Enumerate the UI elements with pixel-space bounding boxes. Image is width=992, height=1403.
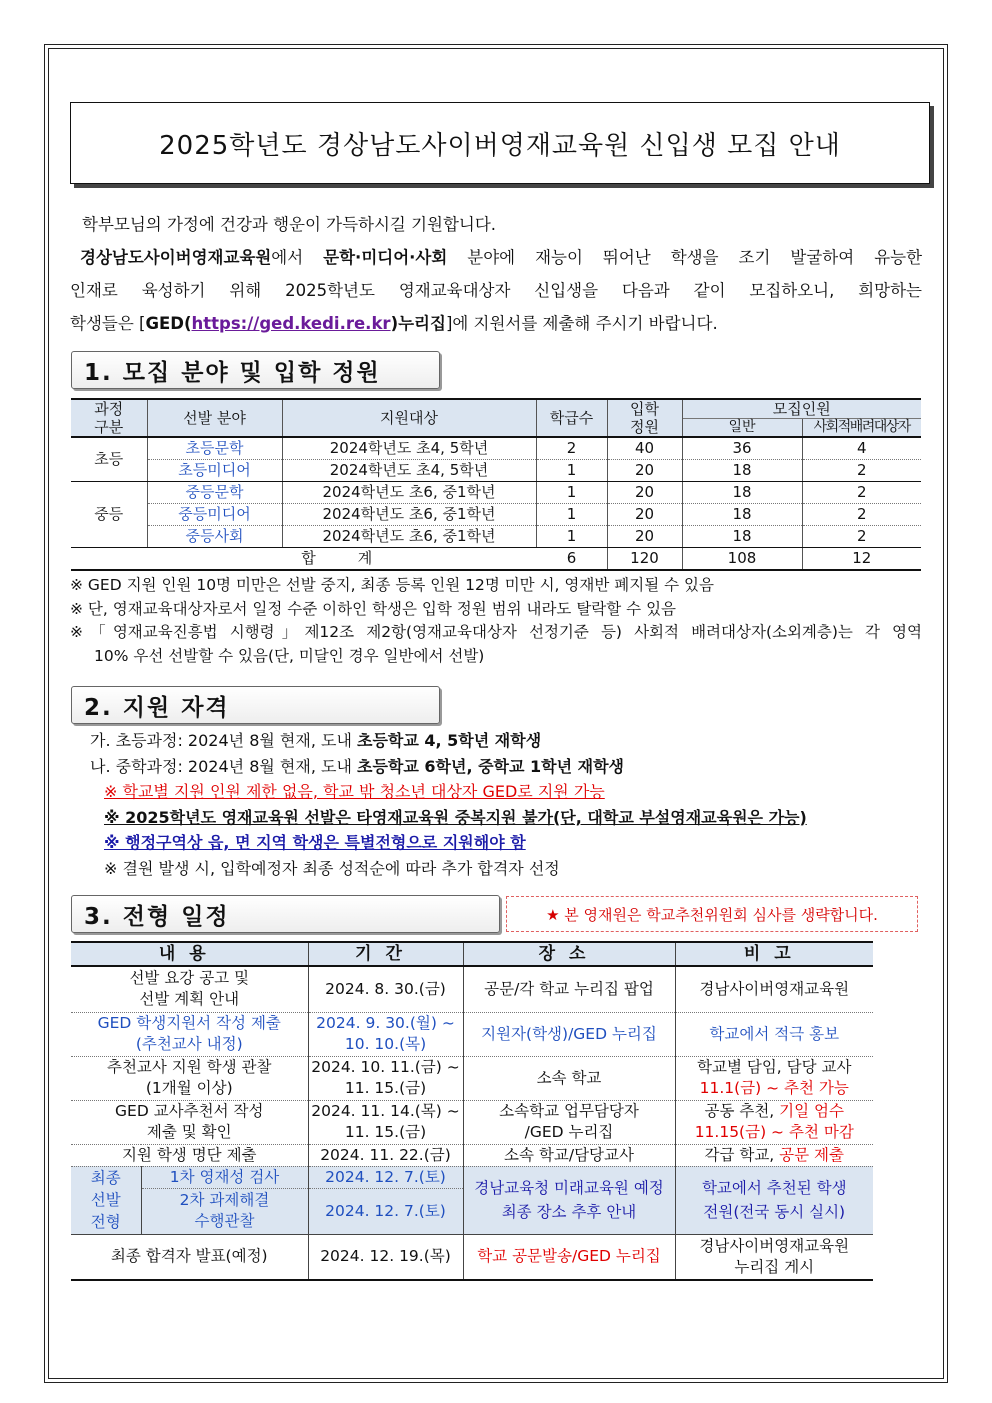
social-cell: 2	[802, 526, 921, 548]
remark-line: 공동 추천,	[704, 1102, 780, 1120]
schedule-period: 2024. 12. 7.(토)	[308, 1166, 463, 1188]
header-period: 기간	[308, 942, 463, 966]
schedule-content: 추천교사 지원 학생 관찰 (1개월 이상)	[71, 1056, 308, 1100]
section-heading-2: 2. 지원 자격	[71, 686, 440, 724]
remark-line-red: 기일 엄수	[779, 1102, 844, 1120]
schedule-content: 최종 합격자 발표(예정)	[71, 1234, 308, 1280]
general-cell: 18	[682, 482, 802, 504]
header-classes: 학급수	[536, 399, 607, 437]
star-note: ★ 본 영재원은 학교추천위원회 심사를 생략합니다.	[506, 896, 918, 932]
quota-cell: 20	[607, 460, 682, 482]
header-course: 과정 구분	[71, 399, 147, 437]
header-quota: 입학 정원	[607, 399, 682, 437]
schedule-period: 2024. 11. 14.(목) ~ 11. 15.(금)	[308, 1100, 463, 1144]
fields-bold: 문학·미디어·사회	[323, 248, 448, 267]
qual-note-red: ※ 학교별 지원 인원 제한 없음, 학교 밖 청소년 대상자 GED로 지원 가능	[104, 782, 605, 801]
intro-line-3: 인재로 육성하기 위해 2025학년도 영재교육대상자 신입생을 다음과 같이 모집하오니, 희망하는	[70, 281, 922, 300]
schedule-remark: 학교에서 적극 홍보	[675, 1012, 873, 1056]
quota-cell: 20	[607, 482, 682, 504]
schedule-content: GED 교사추천서 작성 제출 및 확인	[71, 1100, 308, 1144]
general-cell: 36	[682, 437, 802, 460]
intro-text: 에서	[271, 248, 324, 267]
general-cell: 18	[682, 526, 802, 548]
note-line: ※ GED 지원 인원 10명 미만은 선발 중지, 최종 등록 인원 12명 미만 시, 영재반 폐지될 수 있음	[70, 576, 714, 594]
total-classes: 6	[566, 549, 577, 567]
schedule-place: 소속 학교	[463, 1056, 675, 1100]
schedule-remark: 학교에서 추천된 학생 전원(전국 동시 실시)	[675, 1166, 873, 1234]
general-cell: 18	[682, 504, 802, 526]
quota-cell: 20	[607, 504, 682, 526]
ged-label-close: )누리집	[390, 314, 446, 333]
intro-text: 학생들은 [	[70, 314, 146, 333]
intro-paragraph	[70, 208, 922, 340]
document-title: 2025학년도 경상남도사이버영재교육원 신입생 모집 안내	[70, 102, 930, 184]
remark-line: 각급 학교,	[704, 1145, 780, 1164]
recruitment-table	[71, 398, 921, 571]
header-place: 장소	[463, 942, 675, 966]
quota-cell: 20	[607, 526, 682, 548]
schedule-place: 공문/각 학교 누리집 팝업	[463, 966, 675, 1012]
schedule-period: 2024. 9. 30.(월) ~ 10. 10.(목)	[308, 1012, 463, 1056]
schedule-remark	[675, 1100, 873, 1144]
quota-cell: 40	[607, 437, 682, 460]
field-cell: 중등사회	[147, 526, 282, 548]
header-recruit: 모집인원	[682, 399, 921, 419]
remark-line-red: 공문 제출	[779, 1145, 844, 1164]
schedule-remark	[675, 1144, 873, 1166]
target-cell: 2024학년도 초6, 중1학년	[282, 504, 536, 526]
field-cell: 초등문학	[147, 437, 282, 460]
schedule-place: 소속 학교/담당교사	[463, 1144, 675, 1166]
header-general: 일반	[682, 419, 802, 438]
header-social: 사회적배려대상자	[802, 419, 921, 438]
schedule-period: 2024. 11. 22.(금)	[308, 1144, 463, 1166]
schedule-content: GED 학생지원서 작성 제출 (추천교사 내정)	[71, 1012, 308, 1056]
intro-text: ]에 지원서를 제출해 주시기 바랍니다.	[445, 314, 718, 333]
qual-note-bold: ※ 2025학년도 영재교육원 선발은 타영재교육원 중복지원 불가(단, 대학교 부설영재교육원은 가능)	[104, 807, 807, 827]
ged-link[interactable]: https://ged.kedi.re.kr	[191, 314, 391, 333]
schedule-content: 1차 영재성 검사	[141, 1166, 308, 1188]
header-remark: 비고	[675, 942, 873, 966]
field-cell: 중등문학	[147, 482, 282, 504]
target-cell: 2024학년도 초4, 5학년	[282, 437, 536, 460]
schedule-period: 2024. 12. 7.(토)	[308, 1188, 463, 1234]
section-heading-3: 3. 전형 일정	[71, 895, 500, 933]
qual-bold: 초등학교 6학년, 중학교 1학년 재학생	[357, 756, 625, 776]
classes-cell: 2	[536, 437, 607, 460]
total-social: 12	[802, 548, 921, 571]
schedule-place: 소속학교 업무담당자 /GED 누리집	[463, 1100, 675, 1144]
classes-cell: 1	[536, 460, 607, 482]
social-cell: 2	[802, 482, 921, 504]
schedule-place: 학교 공문발송/GED 누리집	[463, 1234, 675, 1280]
qual-middle	[90, 754, 920, 780]
total-label: 합 계	[71, 548, 607, 571]
schedule-remark: 경남사이버영재교육원	[675, 966, 873, 1012]
qual-note-navy: ※ 행정구역상 읍, 면 지역 학생은 특별전형으로 지원해야 함	[104, 833, 526, 852]
note-line: ※ 단, 영재교육대상자로서 일정 수준 이하인 학생은 입학 정원 범위 내라도 탈락할 수 있음	[70, 599, 677, 618]
intro-line-4	[70, 307, 922, 340]
qual-text: 나. 중학과정: 2024년 8월 현재, 도내	[90, 756, 357, 776]
note-line: 10% 우선 선발할 수 있음(단, 미달인 경우 일반에서 선발)	[94, 646, 485, 665]
section1-notes	[70, 574, 922, 668]
classes-cell: 1	[536, 526, 607, 548]
qual-note: ※ 결원 발생 시, 입학예정자 최종 성적순에 따라 추가 합격자 선정	[104, 858, 560, 878]
ged-label: GED(	[145, 314, 192, 333]
schedule-remark	[675, 1056, 873, 1100]
schedule-period: 2024. 12. 19.(목)	[308, 1234, 463, 1280]
qual-text: 가. 초등과정: 2024년 8월 현재, 도내	[90, 731, 357, 750]
qual-elementary	[90, 728, 920, 754]
field-cell: 초등미디어	[147, 460, 282, 482]
field-cell: 중등미디어	[147, 504, 282, 526]
social-cell: 2	[802, 460, 921, 482]
schedule-content: 2차 과제해결 수행관찰	[141, 1188, 308, 1234]
qualifications	[90, 728, 920, 881]
header-field: 선발 분야	[147, 399, 282, 437]
org-name: 경상남도사이버영재교육원	[80, 248, 272, 267]
social-cell: 4	[802, 437, 921, 460]
intro-text: 분야에 재능이 뛰어난 학생을 조기 발굴하여 유능한	[447, 248, 923, 267]
total-quota: 120	[607, 548, 682, 571]
remark-line-red: 11.15(금) ~ 추천 마감	[694, 1123, 854, 1141]
schedule-content: 지원 학생 명단 제출	[71, 1144, 308, 1166]
schedule-table	[71, 941, 873, 1281]
intro-line-1: 학부모님의 가정에 건강과 행운이 가득하시길 기원합니다.	[82, 215, 497, 234]
header-target: 지원대상	[282, 399, 536, 437]
classes-cell: 1	[536, 504, 607, 526]
schedule-period: 2024. 8. 30.(금)	[308, 966, 463, 1012]
final-selection-group: 최종 선발 전형	[71, 1166, 141, 1234]
group-elementary: 초등	[71, 437, 147, 482]
remark-line-red: 11.1(금) ~ 추천 가능	[699, 1079, 849, 1097]
social-cell: 2	[802, 504, 921, 526]
classes-cell: 1	[536, 482, 607, 504]
schedule-place: 지원자(학생)/GED 누리집	[463, 1012, 675, 1056]
schedule-content: 선발 요강 공고 및 선발 계획 안내	[71, 966, 308, 1012]
note-line: ※「영재교육진흥법 시행령」제12조 제2항(영재교육대상자 선정기준 등) 사회적 배려대상자(소외계층)는 각 영역	[70, 623, 922, 641]
schedule-period: 2024. 10. 11.(금) ~ 11. 15.(금)	[308, 1056, 463, 1100]
target-cell: 2024학년도 초6, 중1학년	[282, 482, 536, 504]
total-general: 108	[682, 548, 802, 571]
general-cell: 18	[682, 460, 802, 482]
schedule-place: 경남교육청 미래교육원 예정 최종 장소 추후 안내	[463, 1166, 675, 1234]
qual-bold: 초등학교 4, 5학년 재학생	[357, 731, 542, 750]
schedule-remark: 경남사이버영재교육원 누리집 게시	[675, 1234, 873, 1280]
intro-line-2	[70, 241, 922, 274]
group-middle: 중등	[71, 482, 147, 548]
target-cell: 2024학년도 초6, 중1학년	[282, 526, 536, 548]
remark-line: 학교별 담임, 담당 교사	[697, 1058, 852, 1076]
section-heading-1: 1. 모집 분야 및 입학 정원	[71, 351, 440, 389]
target-cell: 2024학년도 초4, 5학년	[282, 460, 536, 482]
header-content: 내용	[71, 942, 308, 966]
